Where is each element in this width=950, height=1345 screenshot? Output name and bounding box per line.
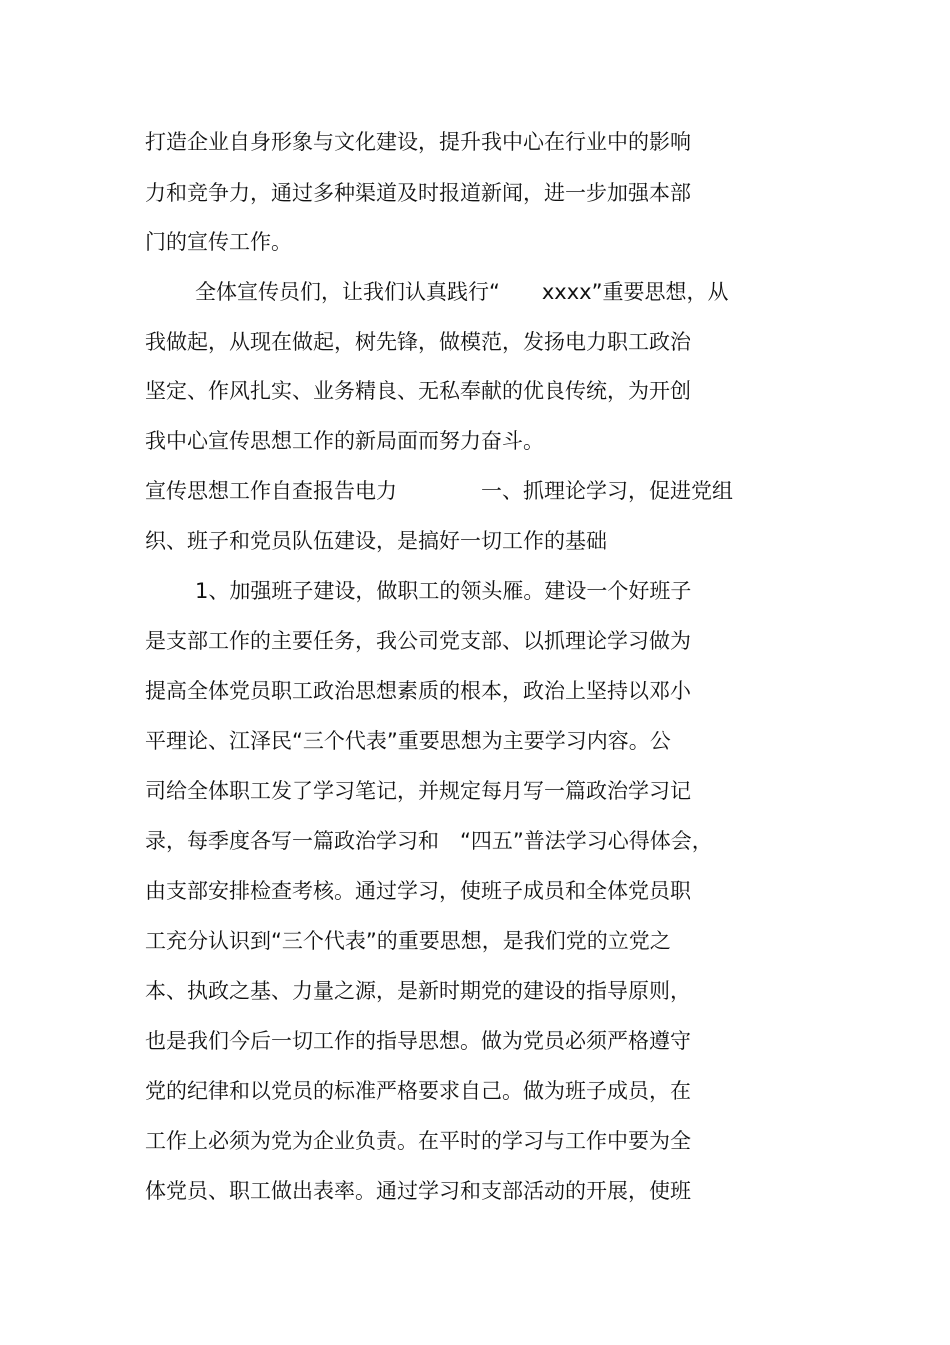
text-line: 由支部安排检查考核。通过学习，使班子成员和全体党员职: [145, 879, 691, 903]
text-line: 党的纪律和以党员的标准严格要求自己。做为班子成员，在: [145, 1079, 691, 1103]
text-line: 工作上必须为党为企业负责。在平时的学习与工作中要为全: [145, 1129, 691, 1153]
text-line: 坚定、作风扎实、业务精良、无私奉献的优良传统，为开创: [145, 379, 691, 403]
text-line: 录，每季度各写一篇政治学习和 “四五”普法学习心得体会，: [145, 829, 713, 853]
text-line: 提高全体党员职工政治思想素质的根本，政治上坚持以邓小: [145, 679, 691, 703]
text-line: 我做起，从现在做起，树先锋，做模范，发扬电力职工政治: [145, 330, 691, 354]
text-line: 我中心宣传思想工作的新局面而努力奋斗。: [145, 429, 544, 453]
text-line: 体党员、职工做出表率。通过学习和支部活动的开展，使班: [145, 1179, 691, 1203]
section-heading: 宣传思想工作自查报告电力 一、抓理论学习，促进党组: [145, 479, 733, 503]
text-line: 力和竞争力，通过多种渠道及时报道新闻，进一步加强本部: [145, 181, 691, 205]
text-line: 平理论、江泽民“三个代表”重要思想为主要学习内容。公: [145, 729, 671, 753]
text-line: 也是我们今后一切工作的指导思想。做为党员必须严格遵守: [145, 1029, 691, 1053]
text-line: 全体宣传员们，让我们认真践行“ xxxx”重要思想，从: [195, 280, 729, 304]
text-line: 是支部工作的主要任务，我公司党支部、以抓理论学习做为: [145, 629, 691, 653]
text-line: 工充分认识到“三个代表”的重要思想，是我们党的立党之: [145, 929, 671, 953]
text-line: 门的宣传工作。: [145, 230, 292, 254]
text-line: 本、执政之基、力量之源，是新时期党的建设的指导原则，: [145, 979, 691, 1003]
text-line: 司给全体职工发了学习笔记，并规定每月写一篇政治学习记: [145, 779, 691, 803]
text-line: 打造企业自身形象与文化建设，提升我中心在行业中的影响: [145, 130, 691, 154]
text-line: 1、加强班子建设，做职工的领头雁。建设一个好班子: [195, 579, 692, 603]
text-line: 织、班子和党员队伍建设，是搞好一切工作的基础: [145, 529, 607, 553]
